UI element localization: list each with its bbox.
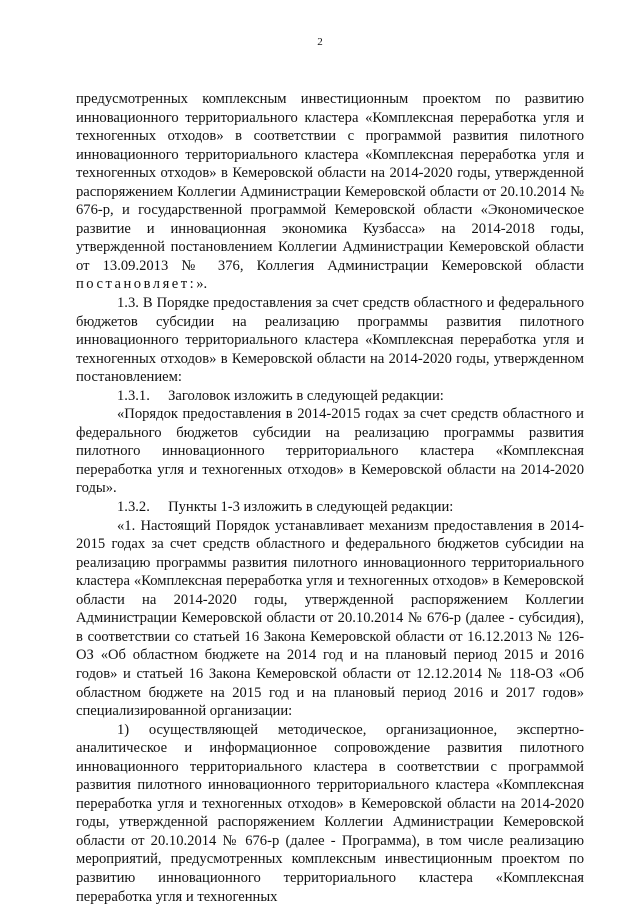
decree-keyword: постановляет: (76, 276, 197, 293)
page-number: 2 (317, 36, 323, 48)
paragraph-continuation (76, 90, 584, 294)
document-body (76, 90, 584, 906)
paragraph-item-1: «1. Настоящий Порядок устанавливает механизм предоставления в 2014-2015 годах за счет средств областного и федерального бюджетов субсидии на реализацию программы развития пилотного инновационного территориального кластера «Комплексная переработка угля и техногенных отходов» в Кемеровской области на 2014-2020 годы, утвержденной распоряжением Коллегии Администрации Кемеровской области от 20.10.2014 № 676-р (далее - субсидия), в соответствии со статьей 16 Закона Кемеровской области от 16.12.2013 № 126-ОЗ «Об областном бюджете на 2014 год и на плановый период 2015 и 2016 годов» и статьей 16 Закона Кемеровской области от 12.12.2014 № 118-ОЗ «Об областном бюджете на 2015 год и на плановый период 2016 и 2017 годов» специализированной организации: (76, 517, 584, 720)
paragraph-title-text: «Порядок предоставления в 2014-2015 годах за счет средств областного и федерального бюджетов субсидии на реализацию программы развития пилотного инновационного территориального кластера «Комплексная переработка угля и техногенных отходов» в Кемеровской области на 2014-2020 годы». (76, 406, 584, 497)
paragraph-subitem-1: 1) осуществляющей методическое, организационное, экспертно-аналитическое и информационное сопровождение развития пилотного инновационного территориального кластера в соответствии с программой развития пилотного инновационного территориального кластера «Комплексная переработка угля и техногенных отходов» в Кемеровской области на 2014-2020 годы, утвержденной распоряжением Коллегии Администрации Кемеровской области от 20.10.2014 № 676-р (далее - Программа), в том числе реализацию мероприятий, предусмотренных комплексным инвестиционным проектом по развитию инновационного территориального кластера «Комплексная переработка угля и техногенных (76, 721, 584, 905)
paragraph-tail: ». (196, 276, 208, 293)
paragraph-1-3-1: 1.3.1. Заголовок изложить в следующей редакции: (117, 387, 444, 404)
paragraph-text: предусмотренных комплексным инвестиционным проектом по развитию инновационного территориального кластера «Комплексная переработка угля и техногенных отходов» в соответствии с программой развития пилотного инновационного территориального кластера «Комплексная переработка угля и техногенных отходов» в Кемеровской области на 2014-2020 годы, утвержденной распоряжением Коллегии Администрации Кемеровской области от 20.10.2014 № 676-р, и государственной программой Кемеровской области «Экономическое развитие и инновационная экономика Кузбасса» на 2014-2018 годы, утвержденной постановлением Коллегии Администрации Кемеровской области от 13.09.2013 № 376, Коллегия Администрации Кемеровской области (76, 91, 584, 274)
paragraph-1-3: 1.3. В Порядке предоставления за счет средств областного и федерального бюджетов субсидии на реализацию программы развития пилотного инновационного территориального кластера «Комплексная переработка угля и техногенных отходов» в Кемеровской области на 2014-2020 годы, утвержденном постановлением: (76, 295, 584, 386)
paragraph-1-3-2: 1.3.2. Пункты 1-3 изложить в следующей редакции: (117, 499, 454, 516)
